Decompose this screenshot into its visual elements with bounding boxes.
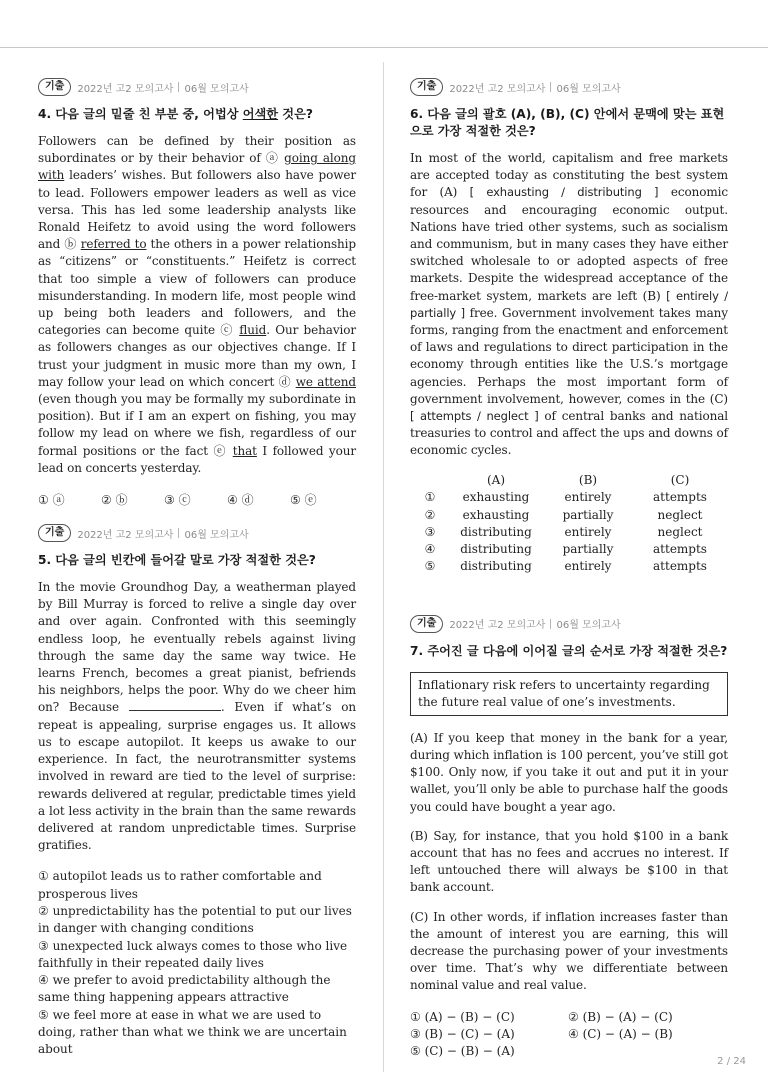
choice-1[interactable]: ① ⓐ xyxy=(38,493,65,508)
title-part: 4. 다음 글의 밑줄 친 부분 중, 어법상 xyxy=(38,107,243,121)
exam-year: 2022년 고2 모의고사 xyxy=(77,83,174,95)
question-7 xyxy=(410,615,728,1060)
table-row[interactable]: ⑤ distributing entirely attempts xyxy=(424,559,707,574)
past-exam-badge: 기출 xyxy=(38,524,71,542)
paragraph-a: (A) If you keep that money in the bank for a year, during which inflation is 100 percent, you’ve still got $100. Only now, if you take it out and put it in your wallet, you’ll only be able to purchase half the goods you could have bought a year ago. xyxy=(410,730,728,814)
header-b: (B) xyxy=(578,473,598,488)
option-5[interactable]: ⑤ (C) − (B) − (A) xyxy=(410,1044,515,1059)
meta-separator xyxy=(550,619,551,629)
question-meta xyxy=(38,78,356,96)
past-exam-badge: 기출 xyxy=(38,78,71,96)
underline-a: going along with xyxy=(38,151,356,183)
option-3[interactable]: ③ unexpected luck always comes to those who live faithfully in their repeated daily lives xyxy=(38,938,348,970)
question-title: 5. 다음 글의 빈칸에 들어갈 말로 가장 적절한 것은? xyxy=(38,553,316,568)
choice-4[interactable]: ④ ⓓ xyxy=(227,493,254,508)
choice-3[interactable]: ③ ⓒ xyxy=(164,493,191,508)
question-meta xyxy=(38,524,356,542)
table-row[interactable]: ③ distributing entirely neglect xyxy=(424,524,703,539)
underline-e: that xyxy=(232,443,257,458)
meta-separator xyxy=(178,528,179,538)
option-1[interactable]: ① autopilot leads us to rather comfortable and prosperous lives xyxy=(38,869,322,901)
past-exam-badge: 기출 xyxy=(410,78,443,96)
choice-5[interactable]: ⑤ ⓔ xyxy=(290,493,317,508)
title-part: 것은? xyxy=(278,107,313,121)
answer-options xyxy=(410,1009,728,1061)
page-number: 2 / 24 xyxy=(717,1056,746,1067)
table-row[interactable]: ① exhausting entirely attempts xyxy=(424,490,707,505)
passage: In most of the world, capitalism and free markets are accepted today as constituting the best system for (A) [ exhausting / distributing ] economic resources and encouraging economic output. Nations have tried other systems, such as socialism and communism, but in many cases they have either switched wholesale to or adopted aspects of free markets. Despite the widespread acceptance of the free-market system, markets are left (B) [ entirely / partially ] free. Government involvement takes many forms, ranging from the enactment and enforcement of laws and regulations to direct participation in the economy through entities like the U.S.’s mortgage agencies. Perhaps the most important form of government involvement, however, comes in the (C) [ attempts / neglect ] of central banks and national treasuries to control and affect the ups and downs of economic cycles. xyxy=(410,151,728,458)
right-column xyxy=(410,78,728,1060)
passage: Followers can be defined by their position as subordinates or by their behavior of ⓐ going along with leaders’ wishes. But followers also have power to lead. Followers empower leaders as well as vice versa. This has led some leadership analysts like Ronald Heifetz to avoid using the word followers and ⓑ referred to the others in a power relationship as “citizens” or “constituents.” Heifetz is correct that too simple a view of followers can produce misunderstanding. In modern life, most people wind up being both leaders and followers, and the categories can become quite ⓒ fluid. Our behavior as followers changes as our objectives change. If I trust your judgment in music more than my own, I may follow your lead on which concert ⓓ we attend (even though you may be formally my subordinate in position). But if I am an expert on fishing, you may follow my lead on where we fish, regardless of our formal positions or the fact ⓔ that I followed your lead on concerts yesterday. xyxy=(38,134,357,475)
exam-month: 06월 모의고사 xyxy=(184,529,249,541)
exam-month: 06월 모의고사 xyxy=(556,620,621,632)
marker-a: ⓐ xyxy=(265,151,280,166)
option-2[interactable]: ② (B) − (A) − (C) xyxy=(568,1009,673,1024)
paragraph-c: (C) In other words, if inflation increases faster than the amount of interest you are earning, this will decrease the purchasing power of your investments over time. That’s why we differentiate between nominal value and real value. xyxy=(410,909,728,993)
underline-b: referred to xyxy=(80,237,147,252)
question-4 xyxy=(38,78,356,508)
question-meta xyxy=(410,78,728,96)
question-title xyxy=(38,106,356,123)
marker-e: ⓔ xyxy=(213,443,228,458)
table-row[interactable]: ② exhausting partially neglect xyxy=(424,507,703,522)
option-4[interactable]: ④ we prefer to avoid predictability although the same thing happening appears attractive xyxy=(38,973,331,1005)
question-5 xyxy=(38,524,356,1059)
title-underlined: 어색한 xyxy=(242,107,279,121)
past-exam-badge: 기출 xyxy=(410,615,443,633)
question-meta xyxy=(410,615,728,633)
left-column xyxy=(38,78,356,1059)
option-2[interactable]: ② unpredictability has the potential to put our lives in danger with changing conditions xyxy=(38,903,352,936)
answer-table xyxy=(410,472,726,575)
underline-d: we attend xyxy=(295,374,357,389)
exam-year: 2022년 고2 모의고사 xyxy=(77,529,174,541)
bracket-c: [ attempts / neglect ] xyxy=(410,409,539,424)
question-title: 6. 다음 글의 괄호 (A), (B), (C) 안에서 문맥에 맞는 표현으로 가장 적절한 것은? xyxy=(410,107,725,138)
exam-year: 2022년 고2 모의고사 xyxy=(449,83,546,95)
paragraph-b: (B) Say, for instance, that you hold $100 in a bank account that has no fees and accrues no interest. If left untouched there will always be $100 in that bank account. xyxy=(410,828,728,895)
question-title: 7. 주어진 글 다음에 이어질 글의 순서로 가장 적절한 것은? xyxy=(410,643,728,658)
marker-b: ⓑ xyxy=(64,237,77,252)
marker-d: ⓓ xyxy=(278,374,292,389)
answer-choices xyxy=(38,491,356,508)
exam-month: 06월 모의고사 xyxy=(184,83,249,95)
blank xyxy=(129,700,221,711)
marker-c: ⓒ xyxy=(220,323,234,338)
exam-month: 06월 모의고사 xyxy=(556,83,621,95)
column-divider xyxy=(383,62,384,1072)
passage: In the movie Groundhog Day, a weatherman played by Bill Murray is forced to relive a single day over and over again. Confronted with this seemingly endless loop, he eventually rebels against living through the same day the same way twice. He learns French, becomes a great pianist, befriends his neighbors, helps the poor. Why do we cheer him on? Because . Even if what’s on repeat is appealing, surprise engages us. It allows us to escape autopilot. It keeps us awake to our experience. In fact, the neurotransmitter systems involved in reward are tied to the level of surprise: rewards delivered at regular, predictable times yield a lot less activity in the brain than the same rewards delivered at random unpredictable times. Surprise gratifies. xyxy=(38,580,356,853)
option-3[interactable]: ③ (B) − (C) − (A) xyxy=(410,1026,515,1041)
bracket-b: [ entirely / partially ] xyxy=(410,288,728,320)
header-rule xyxy=(0,47,768,48)
option-1[interactable]: ① (A) − (B) − (C) xyxy=(410,1009,515,1024)
bracket-a: [ exhausting / distributing ] xyxy=(469,185,659,200)
question-6 xyxy=(410,78,728,575)
meta-separator xyxy=(178,82,179,92)
underline-c: fluid xyxy=(239,323,267,338)
table-row[interactable]: ④ distributing partially attempts xyxy=(424,542,707,556)
exam-year: 2022년 고2 모의고사 xyxy=(449,620,546,632)
given-sentence-box: Inflationary risk refers to uncertainty regarding the future real value of one’s investments. xyxy=(410,672,728,716)
table-header xyxy=(410,472,726,489)
option-5[interactable]: ⑤ we feel more at ease in what we are used to doing, rather than what we think we are uncertain about xyxy=(38,1007,347,1057)
header-a: (A) xyxy=(486,473,506,488)
meta-separator xyxy=(550,82,551,92)
answer-options xyxy=(38,868,356,1058)
header-c: (C) xyxy=(670,473,690,488)
option-4[interactable]: ④ (C) − (A) − (B) xyxy=(568,1026,673,1041)
choice-2[interactable]: ② ⓑ xyxy=(101,493,128,508)
